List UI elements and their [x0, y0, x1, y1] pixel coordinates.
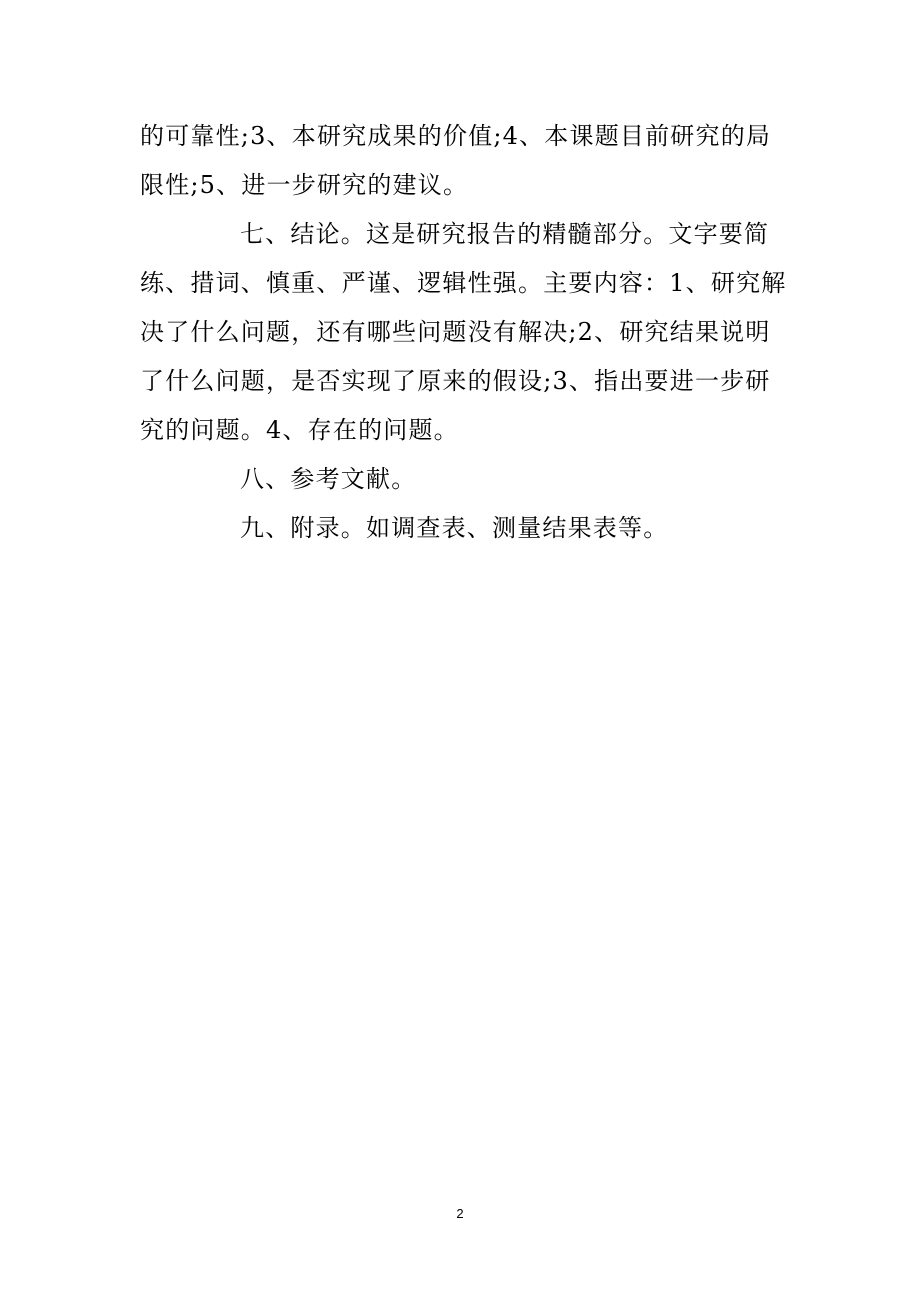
text-line: 决了什么问题，还有哪些问题没有解决;2、研究结果说明	[140, 318, 771, 346]
section-seven-paragraph-start: 七、结论。这是研究报告的精髓部分。文字要简	[240, 220, 770, 248]
text-line: 练、措词、慎重、严谨、逻辑性强。主要内容：1、研究解	[140, 269, 787, 297]
text-line: 限性;5、进一步研究的建议。	[140, 171, 469, 199]
section-nine-heading: 九、附录。如调查表、测量结果表等。	[240, 514, 669, 542]
section-eight-heading: 八、参考文献。	[240, 465, 417, 493]
text-line: 究的问题。4、存在的问题。	[140, 416, 459, 444]
text-line: 的可靠性;3、本研究成果的价值;4、本课题目前研究的局	[140, 122, 772, 150]
page-number: 2	[456, 1206, 464, 1221]
text-line: 了什么问题，是否实现了原来的假设;3、指出要进一步研	[140, 367, 771, 395]
